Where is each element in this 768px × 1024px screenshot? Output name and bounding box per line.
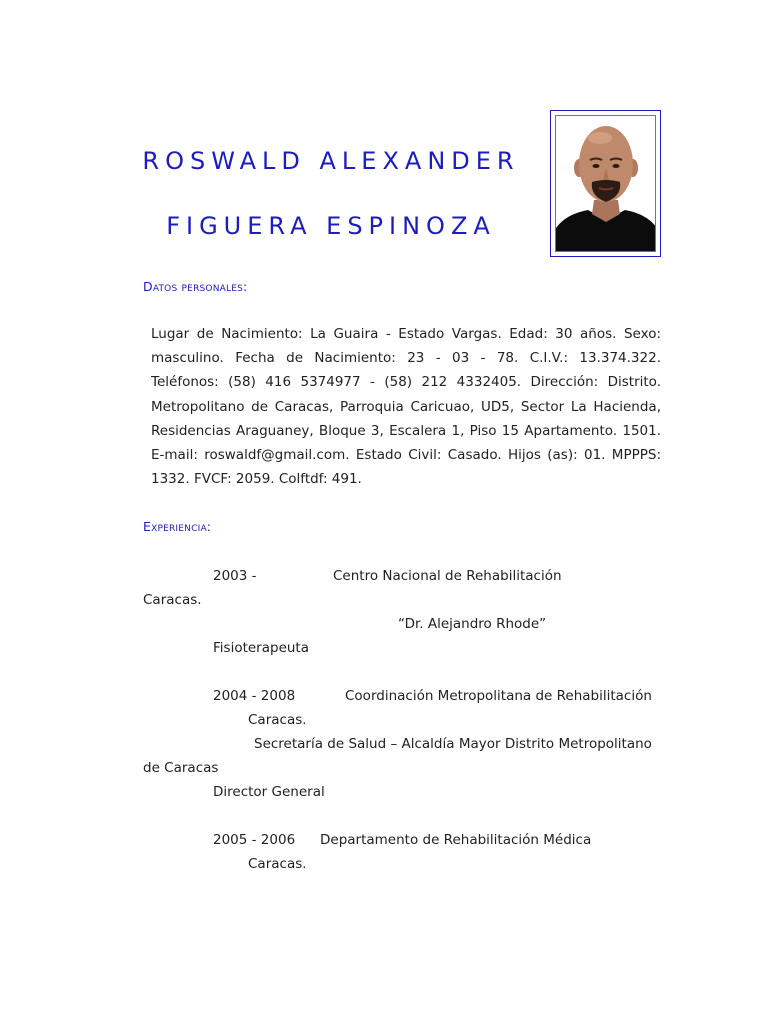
entry-organization: Departamento de Rehabilitación Médica xyxy=(320,832,592,848)
entry-city: Caracas. xyxy=(248,856,307,872)
section-title-experience: Experiencia: xyxy=(143,519,212,534)
profile-photo xyxy=(550,110,661,257)
profile-photo-image xyxy=(555,115,656,252)
entry-detail: “Dr. Alejandro Rhode” xyxy=(398,616,547,632)
entry-years: 2005 - 2006 xyxy=(213,832,296,848)
entry-city: Caracas. xyxy=(143,592,202,608)
entry-role: Director General xyxy=(213,784,325,800)
name-first-line: ROSWALD ALEXANDER xyxy=(142,147,520,175)
section-title-personal: Datos personales: xyxy=(143,279,248,294)
entry-detail-continued: de Caracas xyxy=(143,760,219,776)
entry-detail: Secretaría de Salud – Alcaldía Mayor Distrito Metropolitano xyxy=(254,736,652,752)
portrait-illustration xyxy=(556,116,656,252)
entry-organization: Centro Nacional de Rehabilitación xyxy=(333,568,562,584)
entry-years: 2004 - 2008 xyxy=(213,688,296,704)
name-second-line: FIGUERA ESPINOZA xyxy=(166,212,496,240)
entry-role: Fisioterapeuta xyxy=(213,640,309,656)
entry-years: 2003 - xyxy=(213,568,257,584)
entry-organization: Coordinación Metropolitana de Rehabilitación xyxy=(345,688,652,704)
personal-data-paragraph: Lugar de Nacimiento: La Guaira - Estado Vargas. Edad: 30 años. Sexo: masculino. Fecha de Nacimiento: 23 - 03 - 78. C.I.V.: 13.374.322. Teléfonos: (58) 416 5374977 - (58) 212 4332405. Dirección: Distrito. Metropolitano de Caracas, Parroquia Caricuao, UD5, Sector La Hacienda, Residencias Araguaney, Bloque 3, Escalera 1, Piso 15 Apartamento. 1501. E-mail: roswaldf@gmail.com. Estado Civil: Casado. Hijos (as): 01. MPPPS: 1332. FVCF: 2059. Colftdf: 491. xyxy=(151,326,661,488)
entry-city: Caracas. xyxy=(248,712,307,728)
